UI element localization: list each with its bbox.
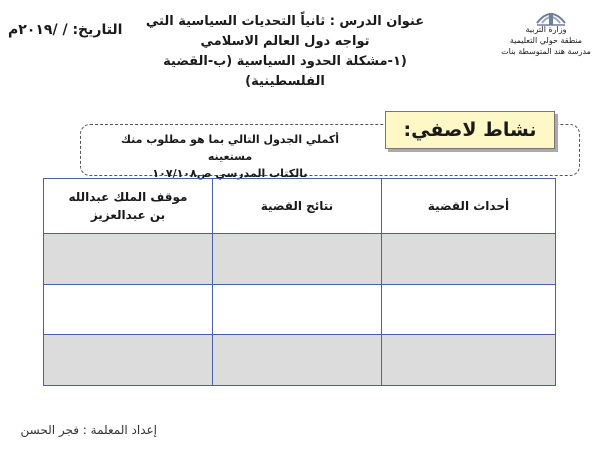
table-row <box>44 335 556 386</box>
table-row <box>44 284 556 335</box>
prepared-by: إعداد المعلمة : فجر الحسن <box>20 423 157 437</box>
table-cell[interactable] <box>212 284 381 335</box>
title-line-1: عنوان الدرس : ثانياً التحديات السياسية التي <box>145 14 425 29</box>
date-field <box>8 22 122 38</box>
date-label: التاريخ: <box>72 22 123 38</box>
table-cell[interactable] <box>381 335 555 386</box>
header-results: نتائج القضية <box>212 179 381 234</box>
lesson-title <box>125 12 445 92</box>
table-cell[interactable] <box>212 335 381 386</box>
table-header-row <box>44 179 556 234</box>
school-name: مدرسة هند المتوسطة بنات <box>501 47 591 56</box>
table-cell[interactable] <box>44 335 213 386</box>
date-value: / /٢٠١٩م <box>8 22 68 38</box>
instruction-line-1: أكملي الجدول التالي بما هو مطلوب منك مستعينه <box>120 133 340 163</box>
table-cell[interactable] <box>44 234 213 285</box>
header-events: أحداث القضية <box>381 179 555 234</box>
table-cell[interactable] <box>44 284 213 335</box>
activity-instruction <box>100 131 360 182</box>
ministry-name: وزارة التربية <box>525 25 567 34</box>
table-cell[interactable] <box>381 284 555 335</box>
header-king-position: موقف الملك عبدالله بن عبدالعزيز <box>44 179 213 234</box>
title-line-3: (١-مشكلة الحدود السياسية (ب-القضية الفلسطينية) <box>163 54 407 89</box>
table-row <box>44 234 556 285</box>
table-cell[interactable] <box>381 234 555 285</box>
table-cell[interactable] <box>212 234 381 285</box>
district-name: منطقة حولي التعليمية <box>509 36 583 45</box>
worksheet-table <box>43 178 556 386</box>
instruction-line-2: بالكتاب المدرسي ص١٠٧/١٠٨ <box>152 167 308 180</box>
title-line-2: تواجه دول العالم الاسلامي <box>200 34 370 49</box>
activity-badge: نشاط لاصفي: <box>385 111 555 149</box>
